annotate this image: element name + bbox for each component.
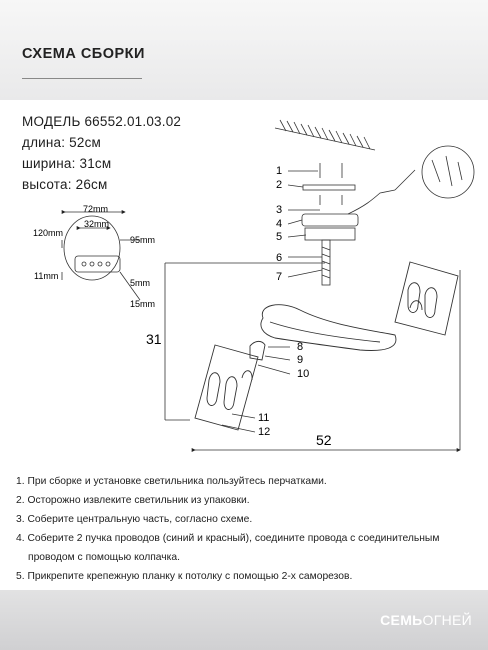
fixture-body <box>195 262 458 430</box>
part-11: 11 <box>258 412 270 424</box>
part-4: 4 <box>276 218 283 230</box>
part-10: 10 <box>297 368 310 380</box>
mounting-parts <box>302 146 474 285</box>
dim-95: 95mm <box>130 235 156 245</box>
dim-72: 72mm <box>83 204 109 214</box>
dim-width-52: 52 <box>316 432 332 448</box>
part-9: 9 <box>297 354 304 366</box>
part-6: 6 <box>276 252 283 264</box>
instruction-2: 2. Осторожно извлеките светильник из упаковки. <box>16 495 250 506</box>
instruction-1: 1. При сборке и установке светильника пользуйтесь перчатками. <box>16 476 327 487</box>
instruction-5: 5. Прикрепите крепежную планку к потолку с помощью 2-х саморезов. <box>16 571 353 582</box>
dim-32: 32mm <box>84 219 110 229</box>
instructions-list <box>16 472 476 605</box>
dim-120: 120mm <box>33 228 64 238</box>
callout-leaders <box>222 171 322 432</box>
part-1: 1 <box>276 165 283 177</box>
ceiling-hatch <box>275 120 375 150</box>
instruction-3: 3. Соберите центральную часть, согласно схеме. <box>16 514 253 525</box>
part-7: 7 <box>276 271 283 283</box>
part-5: 5 <box>276 231 283 243</box>
brand-logo <box>380 612 472 628</box>
spec-height: высота: 26см <box>22 177 108 192</box>
instruction-4-cont: проводом с помощью колпачка. <box>28 552 180 563</box>
spec-model: МОДЕЛЬ 66552.01.03.02 <box>22 114 182 129</box>
footer-band <box>0 590 488 650</box>
dim-height-31: 31 <box>146 331 162 347</box>
logo-light: ОГНЕЙ <box>422 612 472 628</box>
part-2: 2 <box>276 179 283 191</box>
part-8: 8 <box>297 341 304 353</box>
dim-11: 11mm <box>34 271 59 281</box>
spec-width: ширина: 31см <box>22 156 112 171</box>
part-12: 12 <box>258 426 271 438</box>
dim-15: 15mm <box>130 299 156 309</box>
page-title: СХЕМА СБОРКИ <box>22 46 145 62</box>
spec-length: длина: 52см <box>22 135 102 150</box>
part-3: 3 <box>276 204 283 216</box>
dim-5: 5mm <box>130 278 150 288</box>
logo-bold: СЕМЬ <box>380 612 423 628</box>
instruction-4: 4. Соберите 2 пучка проводов (синий и красный), соедините провода с соединительным <box>16 533 440 544</box>
